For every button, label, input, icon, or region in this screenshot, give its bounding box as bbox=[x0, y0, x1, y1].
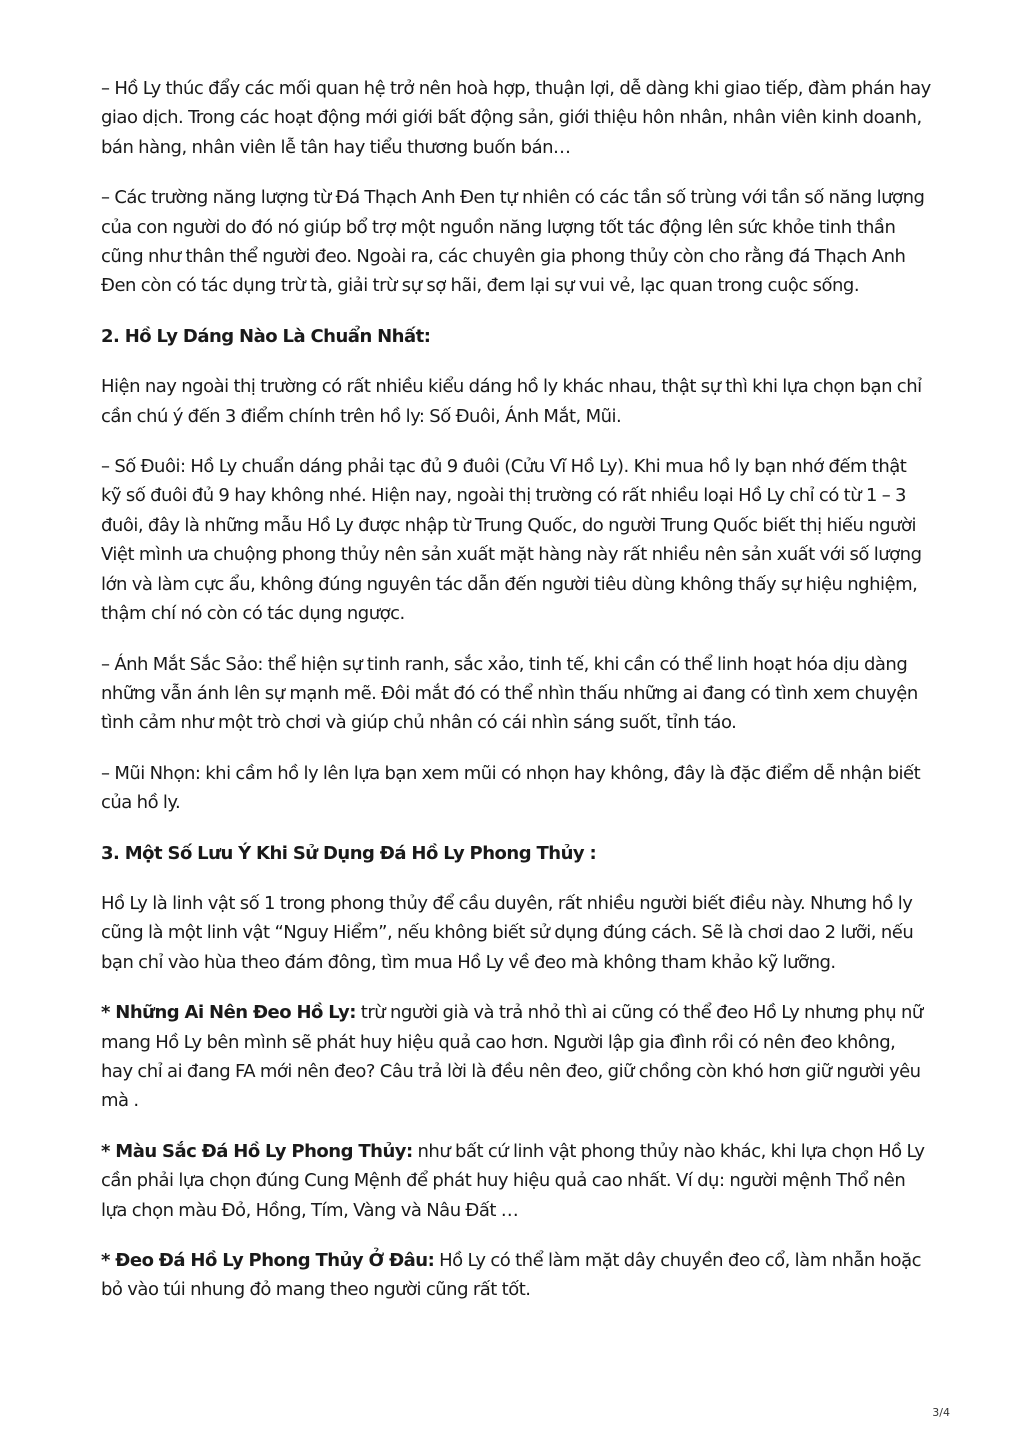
section-heading-2: 2. Hồ Ly Dáng Nào Là Chuẩn Nhất: bbox=[101, 325, 431, 347]
paragraph-pointed-nose: – Mũi Nhọn: khi cầm hồ ly lên lựa bạn xem mũi có nhọn hay không, đây là đặc điểm dễ nhận biết của hồ ly. bbox=[101, 762, 921, 814]
page-number: 3/4 bbox=[932, 1406, 950, 1419]
paragraph-who-should-wear bbox=[101, 998, 931, 1116]
lead-stone-color: * Màu Sắc Đá Hồ Ly Phong Thủy: bbox=[101, 1140, 413, 1162]
paragraph-ho-ly-relationships: – Hồ Ly thúc đẩy các mối quan hệ trở nên hoà hợp, thuận lợi, dễ dàng khi giao tiếp, đàm phán hay giao dịch. Trong các hoạt động mới giới bất động sản, giới thiệu hôn nhân, nhân viên kinh doanh, bán hàng, nhân viên lễ tân hay tiểu thương buốn bán… bbox=[101, 78, 931, 158]
section-heading-3: 3. Một Số Lưu Ý Khi Sử Dụng Đá Hồ Ly Phong Thủy : bbox=[101, 842, 597, 864]
lead-who-should-wear: * Những Ai Nên Đeo Hồ Ly: bbox=[101, 1002, 356, 1024]
paragraph-sharp-eyes: – Ánh Mắt Sắc Sảo: thể hiện sự tinh ranh, sắc xảo, tinh tế, khi cần có thể linh hoạt hóa dịu dàng những vẫn ánh lên sự mạnh mẽ. Đôi mắt đó có thể nhìn thấu những ai đang có tình xem chuyện tình cảm như một trò chơi và giúp chủ nhân có cái nhìn sáng suốt, tỉnh táo. bbox=[101, 653, 918, 734]
paragraph-tail-count: – Số Đuôi: Hồ Ly chuẩn dáng phải tạc đủ 9 đuôi (Cửu Vĩ Hồ Ly). Khi mua hồ ly bạn nhớ đếm thật kỹ số đuôi đủ 9 hay không nhé. Hiện nay, ngoài thị trường có rất nhiều loại Hồ Ly chỉ có từ 1 – 3 đuôi, đây là những mẫu Hồ Ly được nhập từ Trung Quốc, do người Trung Quốc biết thị hiếu người Việt mình ưa chuộng phong thủy nên sản xuất mặt hàng này rất nhiều nên sản xuất với số lượng lớn và làm cực ẩu, không đúng nguyên tác dẫn đến người tiêu dùng không thấy sự hiệu nghiệm, thậm chí nó còn có tác dụng ngược. bbox=[101, 456, 922, 625]
paragraph-stone-color bbox=[101, 1137, 931, 1225]
paragraph-choosing-shape: Hiện nay ngoài thị trường có rất nhiều kiểu dáng hồ ly khác nhau, thật sự thì khi lựa chọn bạn chỉ cần chú ý đến 3 điểm chính trên hồ ly: Số Đuôi, Ánh Mắt, Mũi. bbox=[101, 376, 922, 427]
lead-where-to-wear: * Đeo Đá Hồ Ly Phong Thủy Ở Đâu: bbox=[101, 1250, 435, 1271]
text-stone-color: như bất cứ linh vật phong thủy nào khác, khi lựa chọn Hồ Ly cần phải lựa chọn đúng Cung Mệnh để phát huy hiệu quả cao nhất. Ví dụ: người mệnh Thổ nên lựa chọn màu Đỏ, Hồng, Tím, Vàng và Nâu Đất … bbox=[101, 1140, 925, 1221]
paragraph-where-to-wear bbox=[101, 1246, 931, 1305]
paragraph-black-quartz-energy: – Các trường năng lượng từ Đá Thạch Anh Đen tự nhiên có các tần số trùng với tần số năng lượng của con người do đó nó giúp bổ trợ một nguồn năng lượng tốt tác động lên sức khỏe tinh thần cũng như thân thể người đeo. Ngoài ra, các chuyên gia phong thủy còn cho rằng đá Thạch Anh Đen còn có tác dụng trừ tà, giải trừ sự sợ hãi, đem lại sự vui vẻ, lạc quan trong cuộc sống. bbox=[101, 187, 925, 297]
text-where-to-wear: Hồ Ly có thể làm mặt dây chuyền đeo cổ, làm nhẫn hoặc bỏ vào túi nhung đỏ mang theo người cũng rất tốt. bbox=[101, 1250, 921, 1301]
text-who-should-wear: trừ người già và trả nhỏ thì ai cũng có thể đeo Hồ Ly nhưng phụ nữ mang Hồ Ly bên mình sẽ phát huy hiệu quả cao hơn. Người lập gia đình rồi có nên đeo không, hay chỉ ai đang FA mới nên đeo? Câu trả lời là đều nên đeo, giữ chồng còn khó hơn giữ người yêu mà . bbox=[101, 1002, 923, 1112]
document-body bbox=[101, 74, 931, 1326]
paragraph-ho-ly-intro: Hồ Ly là linh vật số 1 trong phong thủy để cầu duyên, rất nhiều người biết điều này. Nhưng hồ ly cũng là một linh vật “Nguy Hiểm”, nếu không biết sử dụng đúng cách. Sẽ là chơi dao 2 lưỡi, nếu bạn chỉ vào hùa theo đám đông, tìm mua Hồ Ly về đeo mà không tham khảo kỹ lưỡng. bbox=[101, 892, 914, 973]
